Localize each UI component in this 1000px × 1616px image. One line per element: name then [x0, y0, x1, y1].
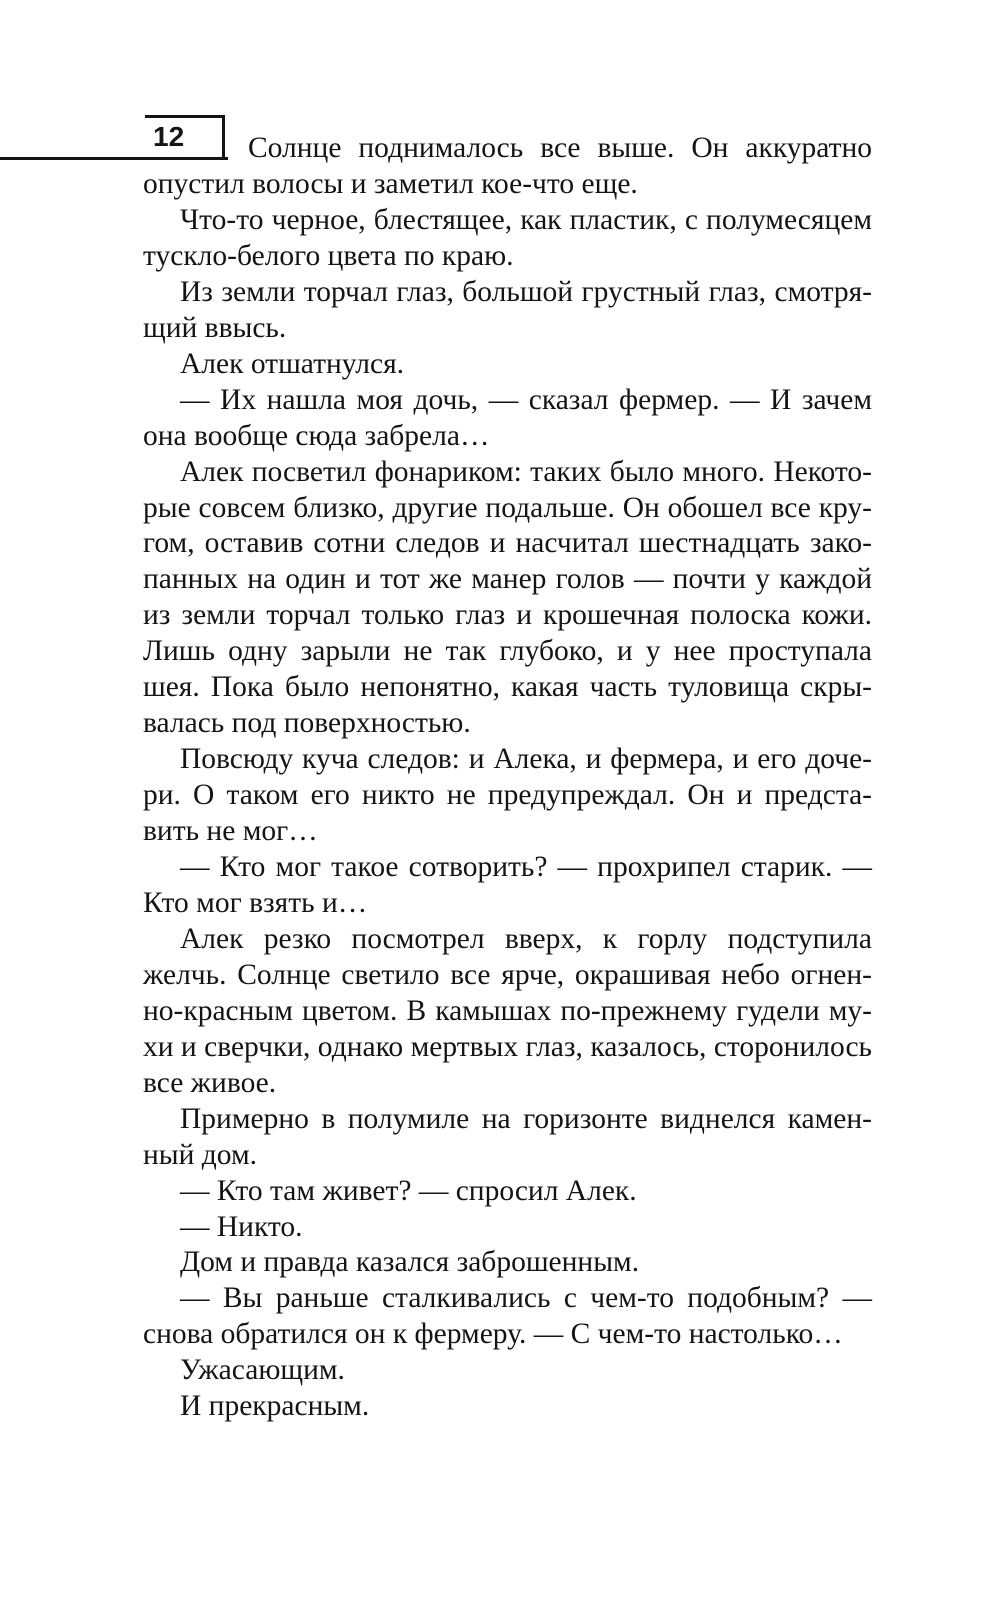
text-line: щий ввысь. [143, 311, 287, 344]
text-line: Дом и правда казался заброшенным. [180, 1246, 640, 1279]
text-line: она вообще сюда забрела… [143, 419, 490, 452]
header-rule [0, 157, 228, 160]
text-line: Алек резко посмотрел вверх, к горлу подступила [180, 922, 872, 955]
text-line: Что-то черное, блестящее, как пластик, с полумесяцем [180, 203, 872, 236]
text-line: — Кто там живет? — спросил Алек. [180, 1174, 637, 1207]
text-line: — Их нашла моя дочь, — сказал фермер. — И зачем [180, 383, 872, 416]
text-line: Солнце поднималось все выше. Он аккуратно [248, 132, 872, 164]
text-line: — Кто мог такое сотворить? — прохрипел старик. — [180, 851, 872, 883]
text-line: И прекрасным. [180, 1390, 370, 1423]
text-line: Повсюду куча следов: и Алека, и фермера, и его доче- [180, 743, 872, 776]
text-line: панных на один и тот же манер голов — почти у каждой [143, 563, 872, 596]
page-number-box [145, 115, 225, 157]
text-line: Лишь одну зарыли не так глубоко, и у нее проступала [143, 635, 872, 668]
text-line: хи и сверчки, однако мертвых глаз, казалось, сторонилось [143, 1030, 872, 1063]
text-line: гом, оставив сотни следов и насчитал шестнадцать зако- [143, 527, 872, 560]
text-line: Примерно в полумиле на горизонте виднелся камен- [180, 1102, 872, 1135]
page-number: 12 [153, 121, 185, 152]
text-line: ный дом. [143, 1138, 258, 1171]
text-line: но-красным цветом. В камышах по-прежнему гудели му- [143, 994, 872, 1027]
text-line: ри. О таком его никто не предупреждал. Он и предста- [143, 779, 872, 812]
text-line: валась под поверхностью. [143, 707, 471, 740]
text-line: тускло-белого цвета по краю. [143, 239, 514, 272]
text-line: вить не мог… [143, 815, 318, 848]
text-line: опустил волосы и заметил кое-что еще. [143, 167, 638, 200]
text-line: рые совсем близко, другие подальше. Он обошел все кру- [143, 491, 872, 524]
text-line: Ужасающим. [180, 1354, 345, 1387]
text-line: Алек посветил фонариком: таких было много. Некото- [180, 455, 872, 488]
text-line: Алек отшатнулся. [180, 347, 405, 380]
text-line: шея. Пока было непонятно, какая часть туловища скры- [143, 671, 872, 704]
text-line: Из земли торчал глаз, большой грустный глаз, смотря- [180, 275, 872, 308]
text-line: — Вы раньше сталкивались с чем-то подобным? — [180, 1282, 872, 1315]
text-line: Кто мог взять и… [143, 886, 368, 919]
text-line: желчь. Солнце светило все ярче, окрашивая небо огнен- [143, 958, 872, 991]
text-line: все живое. [143, 1066, 277, 1099]
text-line: — Никто. [180, 1210, 303, 1243]
text-line: снова обратился он к фермеру. — С чем-то настолько… [143, 1318, 843, 1351]
text-line: из земли торчал только глаз и крошечная полоска кожи. [143, 599, 872, 632]
